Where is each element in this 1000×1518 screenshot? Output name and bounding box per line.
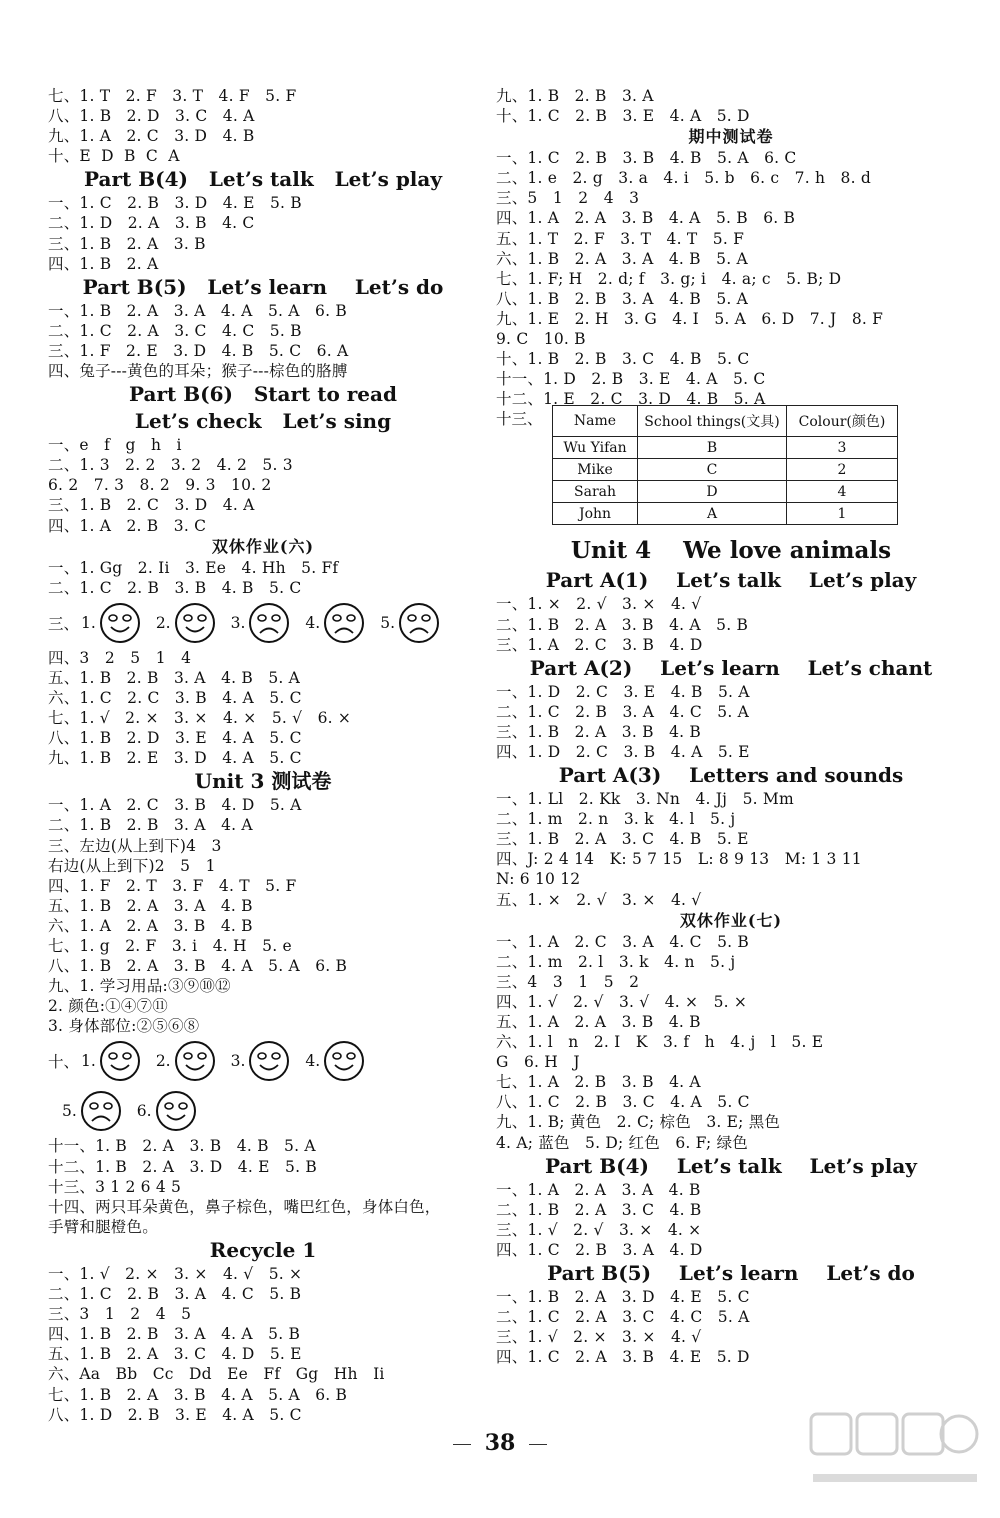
answer-line: 三、1. √ 2. √ 3. × 4. × — [496, 1220, 702, 1239]
smiley-face-icon — [98, 601, 142, 645]
answer-line: 二、1. m 2. l 3. k 4. n 5. j — [496, 952, 736, 971]
sub-heading: 双休作业(六) — [211, 536, 315, 556]
answer-line: 五、1. × 2. √ 3. × 4. √ — [496, 890, 702, 909]
answer-line: 八、1. B 2. A 3. B 4. A 5. A 6. B — [48, 957, 348, 976]
section-heading: Part B(5) Let’s learn Let’s do — [547, 1261, 915, 1286]
right-column — [496, 86, 966, 1367]
table-cell: D — [638, 481, 787, 503]
answer-line: 二、1. B 2. A 3. B 4. A 5. B — [496, 615, 749, 634]
face-number: 2. — [155, 1052, 171, 1071]
answer-line: 4. A; 蓝色 5. D; 红色 6. F; 绿色 — [496, 1133, 748, 1152]
answer-line: 二、1. C 2. B 3. B 4. B 5. C — [48, 578, 302, 597]
answer-line: 八、1. B 2. B 3. A 4. B 5. A — [496, 289, 749, 308]
answer-line: 二、1. D 2. A 3. B 4. C — [48, 214, 255, 233]
table-row — [553, 503, 898, 525]
watermark-logo — [807, 1408, 982, 1498]
answer-line: 十四、两只耳朵黄色，鼻子棕色，嘴巴红色，身体白色， — [48, 1197, 441, 1216]
table-cell: 2 — [787, 459, 898, 481]
answer-line: 四、1. A 2. A 3. B 4. A 5. B 6. B — [496, 209, 796, 228]
answer-line: 四、J: 2 4 14 K: 5 7 15 L: 8 9 13 M: 1 3 11 — [496, 850, 862, 869]
answer-line: 十、E D B C A — [48, 147, 180, 166]
answer-line: 七、1. A 2. B 3. B 4. A — [496, 1073, 701, 1092]
section-heading: Part B(4) Let’s talk Let’s play — [545, 1153, 917, 1178]
answer-line: 右边(从上到下)2 5 1 — [48, 856, 216, 875]
answer-line: 四、1. F 2. T 3. F 4. T 5. F — [48, 876, 297, 895]
answer-line: 八、1. B 2. D 3. E 4. A 5. C — [48, 729, 302, 748]
left-column — [48, 86, 478, 1425]
answer-line: 三、1. F 2. E 3. D 4. B 5. C 6. A — [48, 341, 349, 360]
answer-line: 三、5 1 2 4 3 — [496, 189, 640, 208]
answer-line: 二、1. C 2. B 3. A 4. C 5. A — [496, 702, 749, 721]
sub-heading: 双休作业(七) — [679, 910, 783, 930]
table-cell: B — [638, 437, 787, 459]
answer-line: 一、1. A 2. A 3. A 4. B — [496, 1180, 701, 1199]
face-number: 6. — [136, 1102, 152, 1121]
face-number: 3. — [230, 1052, 246, 1071]
sad-face-icon — [247, 601, 291, 645]
answer-line: 二、1. B 2. B 3. A 4. A — [48, 816, 253, 835]
table-row — [553, 437, 898, 459]
table-cell: 4 — [787, 481, 898, 503]
answer-line: 九、1. B 2. B 3. A — [496, 87, 654, 105]
answer-line: 五、1. B 2. B 3. A 4. B 5. A — [48, 668, 301, 687]
answer-line: 手臂和腿橙色。 — [48, 1217, 158, 1236]
table-cell: C — [638, 459, 787, 481]
table-header-row — [553, 406, 898, 437]
answer-line: 九、1. A 2. C 3. D 4. B — [48, 127, 255, 146]
answer-line: 八、1. C 2. B 3. C 4. A 5. C — [496, 1093, 750, 1112]
section-heading: Part B(5) Let’s learn Let’s do — [82, 274, 444, 299]
answer-line: 四、1. √ 2. √ 3. √ 4. × 5. × — [496, 992, 748, 1011]
answer-line: 一、1. A 2. C 3. A 4. C 5. B — [496, 932, 749, 951]
face-number: 1. — [81, 1052, 96, 1071]
section-heading: Part B(4) Let’s talk Let’s play — [84, 167, 442, 192]
section-heading: Recycle 1 — [209, 1237, 317, 1262]
answer-line: 一、e f g h i — [48, 436, 182, 455]
answer-line: 九、1. E 2. H 3. G 4. I 5. A 6. D 7. J 8. F — [496, 309, 884, 328]
answer-line: 九、1. B 2. E 3. D 4. A 5. C — [48, 749, 302, 768]
table-header-cell: Name — [553, 406, 638, 437]
answer-line: 三、1. A 2. C 3. B 4. D — [496, 635, 703, 654]
smiley-face-icon — [173, 1039, 217, 1083]
answer-line: 十三、3 1 2 6 4 5 — [48, 1177, 182, 1196]
answer-line: 一、1. Gg 2. Ii 3. Ee 4. Hh 5. Ff — [48, 558, 339, 577]
smiley-face-icon — [173, 601, 217, 645]
answer-line: G 6. H J — [496, 1053, 580, 1072]
table-cell: 3 — [787, 437, 898, 459]
answer-line: 二、1. C 2. A 3. C 4. C 5. A — [496, 1308, 750, 1327]
answer-line: 六、1. A 2. A 3. B 4. B — [48, 916, 253, 935]
answer-line: 一、1. Ll 2. Kk 3. Nn 4. Jj 5. Mm — [496, 790, 794, 809]
table-cell: A — [638, 503, 787, 525]
answer-line: 十、1. B 2. B 3. C 4. B 5. C — [496, 350, 750, 369]
face-answer-row — [48, 1086, 478, 1136]
sub-heading: 期中测试卷 — [688, 127, 774, 147]
face-number: 3. — [230, 613, 246, 632]
section-heading: Let’s check Let’s sing — [134, 409, 392, 434]
answer-line: 七、1. F; H 2. d; f 3. g; i 4. a; c 5. B; D — [496, 269, 842, 288]
answer-line: 十一、1. D 2. B 3. E 4. A 5. C — [496, 370, 766, 389]
answer-line: 六、1. l n 2. I K 3. f h 4. j l 5. E — [496, 1033, 824, 1052]
table-cell: 1 — [787, 503, 898, 525]
answer-line: 三、4 3 1 5 2 — [496, 972, 640, 991]
sad-face-icon — [322, 601, 366, 645]
section-heading: Part A(2) Let’s learn Let’s chant — [529, 655, 933, 680]
answer-line: 七、1. √ 2. × 3. × 4. × 5. √ 6. × — [48, 709, 352, 728]
question-label: 三、 — [48, 614, 80, 633]
answer-line: 四、兔子---黄色的耳朵；猴子---棕色的胳膊 — [48, 362, 348, 381]
answer-line: 四、3 2 5 1 4 — [48, 648, 192, 667]
unit-title: Unit 4 We love animals — [570, 537, 892, 565]
answer-line: 二、1. 3 2. 2 3. 2 4. 2 5. 3 — [48, 456, 293, 475]
sad-face-icon — [79, 1089, 123, 1133]
smiley-face-icon — [154, 1089, 198, 1133]
answer-line: 八、1. D 2. B 3. E 4. A 5. C — [48, 1405, 302, 1424]
answer-line: 三、1. √ 2. × 3. × 4. √ — [496, 1328, 702, 1347]
answer-line: 十、1. C 2. B 3. E 4. A 5. D — [496, 107, 750, 126]
footer-dash-right — [529, 1444, 547, 1445]
table-cell: Wu Yifan — [553, 437, 638, 459]
answer-line: 十一、1. B 2. A 3. B 4. B 5. A — [48, 1137, 316, 1156]
section-heading: Part A(3) Letters and sounds — [558, 763, 904, 788]
answer-table-block — [496, 405, 966, 535]
answer-line: 四、1. B 2. B 3. A 4. A 5. B — [48, 1325, 301, 1344]
question-label: 十三、 — [496, 410, 543, 429]
answer-line: 一、1. C 2. B 3. D 4. E 5. B — [48, 194, 302, 213]
answer-line: 九、1. B; 黄色 2. C; 棕色 3. E; 黑色 — [496, 1113, 781, 1132]
answer-line: 二、1. e 2. g 3. a 4. i 5. b 6. c 7. h 8. d — [496, 169, 871, 188]
answer-line: 二、1. C 2. A 3. C 4. C 5. B — [48, 321, 302, 340]
answer-line: 一、1. √ 2. × 3. × 4. √ 5. × — [48, 1264, 303, 1283]
school-things-table — [552, 405, 898, 525]
answer-line: 一、1. D 2. C 3. E 4. B 5. A — [496, 682, 750, 701]
answer-line: 九、1. 学习用品:③⑨⑩⑫ — [48, 977, 231, 996]
face-number: 2. — [155, 613, 171, 632]
answer-line: N: 6 10 12 — [496, 870, 581, 889]
answer-line: 五、1. T 2. F 3. T 4. T 5. F — [496, 229, 745, 248]
answer-line: 9. C 10. B — [496, 330, 586, 349]
face-number: 5. — [62, 1102, 77, 1121]
answer-line: 三、1. B 2. A 3. B — [48, 234, 206, 253]
table-cell: Mike — [553, 459, 638, 481]
answer-line: 一、1. B 2. A 3. D 4. E 5. C — [496, 1288, 750, 1307]
table-header-cell: Colour(颜色) — [787, 406, 898, 437]
section-heading: Part A(1) Let’s talk Let’s play — [545, 568, 917, 593]
smiley-face-icon — [98, 1039, 142, 1083]
answer-line: 四、1. C 2. A 3. B 4. E 5. D — [496, 1348, 750, 1367]
answer-line: 3. 身体部位:②⑤⑥⑧ — [48, 1017, 200, 1036]
answer-line: 七、1. g 2. F 3. i 4. H 5. e — [48, 937, 292, 955]
answer-line: 七、1. T 2. F 3. T 4. F 5. F — [48, 87, 297, 105]
answer-line: 三、左边(从上到下)4 3 — [48, 836, 222, 855]
answer-line: 五、1. B 2. A 3. A 4. B — [48, 896, 253, 915]
answer-line: 三、1. B 2. C 3. D 4. A — [48, 496, 255, 515]
answer-line: 四、1. D 2. C 3. B 4. A 5. E — [496, 742, 750, 761]
face-answer-row — [48, 598, 478, 648]
answer-line: 十二、1. E 2. C 3. D 4. B 5. A — [496, 390, 766, 409]
answer-line: 三、1. B 2. A 3. C 4. B 5. E — [496, 830, 749, 849]
answer-line: 2. 颜色:①④⑦⑪ — [48, 997, 168, 1016]
answer-line: 二、1. B 2. A 3. C 4. B — [496, 1200, 702, 1219]
answer-line: 四、1. C 2. B 3. A 4. D — [496, 1240, 703, 1259]
answer-line: 六、1. C 2. C 3. B 4. A 5. C — [48, 688, 302, 707]
answer-line: 十二、1. B 2. A 3. D 4. E 5. B — [48, 1157, 317, 1176]
face-answer-row — [48, 1036, 478, 1086]
answer-line: 三、1. B 2. A 3. B 4. B — [496, 722, 701, 741]
answer-line: 三、3 1 2 4 5 — [48, 1305, 192, 1324]
table-cell: John — [553, 503, 638, 525]
answer-line: 一、1. A 2. C 3. B 4. D 5. A — [48, 796, 302, 815]
answer-line: 二、1. C 2. B 3. A 4. C 5. B — [48, 1285, 302, 1304]
table-header-cell: School things(文具) — [638, 406, 787, 437]
section-heading: Unit 3 测试卷 — [194, 769, 332, 794]
page-number: 38 — [484, 1430, 516, 1456]
answer-line: 二、1. m 2. n 3. k 4. l 5. j — [496, 810, 736, 829]
footer-dash-left — [453, 1444, 471, 1445]
answer-line: 八、1. B 2. D 3. C 4. A — [48, 107, 255, 126]
table-row — [553, 459, 898, 481]
face-number: 4. — [305, 1052, 321, 1071]
table-cell: Sarah — [553, 481, 638, 503]
section-heading: Part B(6) Start to read — [129, 382, 397, 407]
answer-line: 四、1. B 2. A — [48, 254, 159, 273]
answer-line: 六、1. B 2. A 3. A 4. B 5. A — [496, 249, 748, 268]
face-number: 1. — [81, 613, 96, 632]
face-number: 5. — [380, 613, 395, 632]
smiley-face-icon — [322, 1039, 366, 1083]
smiley-face-icon — [247, 1039, 291, 1083]
table-row — [553, 481, 898, 503]
answer-line: 四、1. A 2. B 3. C — [48, 516, 207, 535]
answer-line: 五、1. A 2. A 3. B 4. B — [496, 1013, 701, 1031]
answer-line: 一、1. × 2. √ 3. × 4. √ — [496, 595, 702, 614]
answer-line: 6. 2 7. 3 8. 2 9. 3 10. 2 — [48, 476, 272, 495]
question-label: 十、 — [48, 1053, 80, 1072]
answer-line: 五、1. B 2. A 3. C 4. D 5. E — [48, 1345, 302, 1364]
answer-line: 七、1. B 2. A 3. B 4. A 5. A 6. B — [48, 1385, 348, 1404]
face-number: 4. — [305, 613, 321, 632]
answer-line: 一、1. C 2. B 3. B 4. B 5. A 6. C — [496, 149, 797, 168]
answer-line: 一、1. B 2. A 3. A 4. A 5. A 6. B — [48, 301, 347, 320]
sad-face-icon — [397, 601, 441, 645]
answer-line: 六、Aa Bb Cc Dd Ee Ff Gg Hh Ii — [48, 1365, 385, 1384]
